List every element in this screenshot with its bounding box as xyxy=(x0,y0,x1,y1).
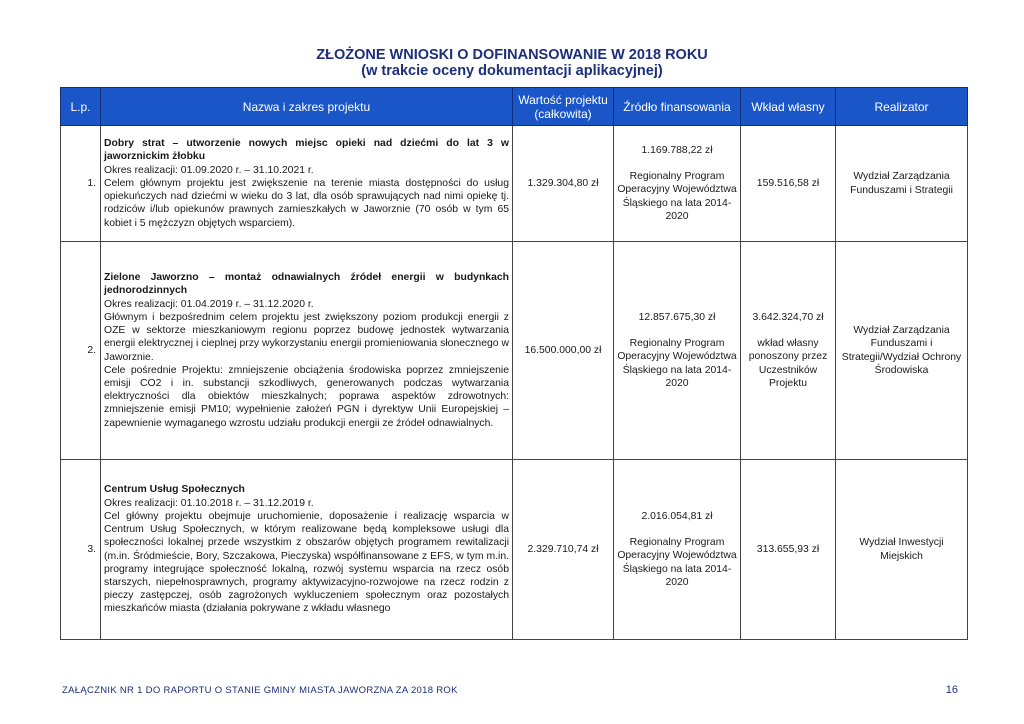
funding-amount: 1.169.788,22 zł xyxy=(641,144,713,156)
project-value: 16.500.000,00 zł xyxy=(513,242,614,460)
row-number: 1. xyxy=(61,126,101,242)
applications-table xyxy=(60,87,968,640)
page-title: ZŁOŻONE WNIOSKI O DOFINANSOWANIE W 2018 ROKU xyxy=(316,47,708,63)
funding-program: Regionalny Program Operacyjny Województwa Śląskiego na lata 2014-2020 xyxy=(617,537,737,588)
funding-amount: 12.857.675,30 zł xyxy=(638,311,716,323)
own-contribution: 313.655,93 zł xyxy=(741,460,836,640)
project-value: 2.329.710,74 zł xyxy=(513,460,614,640)
table-row xyxy=(61,126,968,242)
funding-source xyxy=(614,460,741,640)
funding-program: Regionalny Program Operacyjny Województwa Śląskiego na lata 2014-2020 xyxy=(617,171,737,222)
spacer xyxy=(617,324,737,337)
spacer xyxy=(617,157,737,170)
project-cell xyxy=(101,460,513,640)
footer-text: ZAŁĄCZNIK NR 1 DO RAPORTU O STANIE GMINY MIASTA JAWORZNA ZA 2018 ROK xyxy=(62,685,458,696)
project-value: 1.329.304,80 zł xyxy=(513,126,614,242)
funding-source xyxy=(614,126,741,242)
table-row xyxy=(61,460,968,640)
funding-program: Regionalny Program Operacyjny Województwa Śląskiego na lata 2014-2020 xyxy=(617,338,737,389)
header-implementer: Realizator xyxy=(836,88,968,126)
spacer xyxy=(744,324,832,337)
project-period: Okres realizacji: 01.04.2019 r. – 31.12.2020 r. xyxy=(104,298,314,310)
project-description: Cele pośrednie Projektu: zmniejszenie obciążenia środowiska poprzez zmniejszenie emisji CO2 i in. substancji szkodliwych, generowanych podczas wytwarzania elektryczności dla obiektów mieszkalnych; poprawa aspektów zdrowotnych: zmniejszenie emisji PM10; wypełnienie założeń PGN i dyrektyw Unii Europejskiej – zapewnienie wymaganego wzrostu udziału produkcji energii ze źródeł odnawialnych. xyxy=(104,364,509,429)
project-description: Głównym i bezpośrednim celem projektu jest zwiększony poziom produkcji energii z OZE w sektorze mieszkaniowym regionu poprzez budowę jednostek wytwarzania energii elektrycznej i cieplnej przy wykorzystaniu energii promieniowania słonecznego w Jaworznie. xyxy=(104,311,509,363)
row-number: 3. xyxy=(61,460,101,640)
project-title: Zielone Jaworzno – montaż odnawialnych źródeł energii w budynkach jednorodzinnych xyxy=(104,272,509,297)
own-contribution: 159.516,58 zł xyxy=(741,126,836,242)
project-period: Okres realizacji: 01.10.2018 r. – 31.12.2019 r. xyxy=(104,497,314,509)
header-source: Źródło finansowania xyxy=(614,88,741,126)
project-description: Celem głównym projektu jest zwiększenie na terenie miasta dostępności do usług opiekuńczych nad dziećmi w wieku do 3 lat, dla osób sprawujących nad nimi opiekę tj. rodziców i/lub opiekunów prawnych zamieszkałych w Jaworznie (70 osób w tym 65 kobiet i 5 mężczyzn objętych wsparciem). xyxy=(104,177,509,229)
table-row xyxy=(61,242,968,460)
header-own: Wkład własny xyxy=(741,88,836,126)
page-subtitle: (w trakcie oceny dokumentacji aplikacyjnej) xyxy=(361,63,663,79)
project-cell xyxy=(101,126,513,242)
table-header-row xyxy=(61,88,968,126)
page-number: 16 xyxy=(945,684,958,696)
project-title: Centrum Usług Społecznych xyxy=(104,484,245,496)
spacer xyxy=(617,523,737,536)
funding-amount: 2.016.054,81 zł xyxy=(641,510,713,522)
row-number: 2. xyxy=(61,242,101,460)
project-title: Dobry strat – utworzenie nowych miejsc opieki nad dziećmi do lat 3 w jaworznickim żłobku xyxy=(104,138,509,163)
project-cell xyxy=(101,242,513,460)
header-name: Nazwa i zakres projektu xyxy=(101,88,513,126)
project-period: Okres realizacji: 01.09.2020 r. – 31.10.2021 r. xyxy=(104,164,314,176)
header-lp: L.p. xyxy=(61,88,101,126)
own-amount: 3.642.324,70 zł xyxy=(752,311,824,323)
funding-source xyxy=(614,242,741,460)
own-note: wkład własny ponoszony przez Uczestników Projektu xyxy=(748,338,828,389)
project-description: Cel główny projektu obejmuje uruchomienie, doposażenie i realizację wsparcia w Centrum Usług Społecznych, w którym realizowane będą kompleksowe usługi dla społeczności lokalnej przede wszystkim z obszarów objętych programem rewitalizacji (m.in. Śródmieście, Bory, Szczakowa, Pieczyska) współfinansowane z EFS, w tym m.in. programy integrujące społeczność lokalną, rozwój systemu wsparcia na rzecz osób starszych, niepełnosprawnych, programy aktywizacyjno-rozwojowe na rzecz rodzin z pieczy zastępczej, osób zagrożonych wykluczeniem społecznym oraz pozostałych mieszkańców miasta (działania pokrywane z wkładu własnego xyxy=(104,510,509,615)
own-contribution xyxy=(741,242,836,460)
header-value: Wartość projektu (całkowita) xyxy=(513,88,614,126)
implementer: Wydział Inwestycji Miejskich xyxy=(836,460,968,640)
implementer: Wydział Zarządzania Funduszami i Strategii/Wydział Ochrony Środowiska xyxy=(836,242,968,460)
implementer: Wydział Zarządzania Funduszami i Strategii xyxy=(836,126,968,242)
